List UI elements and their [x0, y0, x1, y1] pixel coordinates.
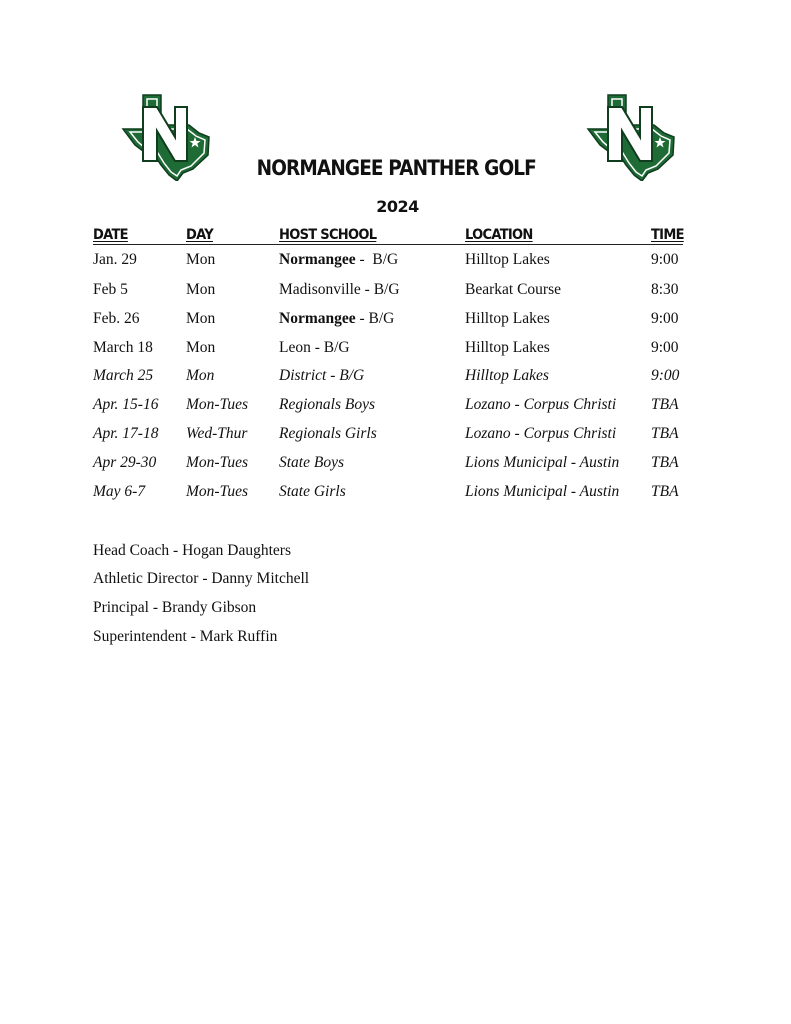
row-time: 9:00 — [651, 251, 679, 268]
row-host-rest: - B/G — [355, 251, 399, 268]
row-location: Lozano - Corpus Christi — [465, 396, 617, 413]
table-row — [93, 280, 693, 300]
row-date: March 25 — [93, 367, 154, 384]
row-host-rest: Regionals Boys — [279, 396, 375, 413]
row-host — [279, 395, 375, 415]
row-day: Wed-Thur — [186, 425, 248, 442]
row-location: Hilltop Lakes — [465, 339, 550, 356]
row-day: Mon — [186, 367, 215, 384]
row-host-rest: Madisonville - B/G — [279, 281, 400, 298]
row-location: Bearkat Course — [465, 281, 561, 298]
row-time: 9:00 — [651, 367, 680, 384]
row-host — [279, 280, 400, 300]
header-location: LOCATION — [465, 227, 533, 243]
table-row — [93, 366, 693, 386]
row-day: Mon-Tues — [186, 396, 248, 413]
row-host — [279, 250, 398, 270]
schedule-year: 2024 — [376, 197, 419, 216]
row-host-rest: State Boys — [279, 454, 344, 471]
row-date: Apr. 15-16 — [93, 396, 159, 413]
row-location: Hilltop Lakes — [465, 310, 550, 327]
row-time: TBA — [651, 483, 679, 500]
row-date: Feb. 26 — [93, 310, 140, 327]
schedule-header-row — [93, 226, 683, 245]
staff-principal: Principal - Brandy Gibson — [93, 599, 257, 616]
row-host — [279, 453, 344, 473]
row-day: Mon — [186, 339, 216, 356]
table-row — [93, 424, 693, 444]
row-host-rest: Regionals Girls — [279, 425, 377, 442]
row-host-rest: District - B/G — [279, 367, 365, 384]
row-time: 9:00 — [651, 310, 679, 327]
row-date: Feb 5 — [93, 281, 128, 298]
row-host-rest: - B/G — [355, 310, 395, 327]
table-row — [93, 250, 693, 270]
row-date: May 6-7 — [93, 483, 146, 500]
table-row — [93, 482, 693, 502]
row-day: Mon — [186, 310, 216, 327]
row-time: 8:30 — [651, 281, 679, 298]
row-host — [279, 424, 377, 444]
row-time: TBA — [651, 396, 679, 413]
header-host-school: HOST SCHOOL — [279, 227, 377, 243]
header-day: DAY — [186, 227, 213, 243]
row-location: Hilltop Lakes — [465, 367, 549, 384]
row-location: Lozano - Corpus Christi — [465, 425, 617, 442]
staff-head-coach: Head Coach - Hogan Daughters — [93, 542, 291, 559]
row-host-rest: Leon - B/G — [279, 339, 350, 356]
row-date: March 18 — [93, 339, 153, 356]
row-time: 9:00 — [651, 339, 679, 356]
row-time: TBA — [651, 425, 679, 442]
header-time: TIME — [651, 227, 684, 243]
row-time: TBA — [651, 454, 679, 471]
row-date: Jan. 29 — [93, 251, 137, 268]
row-host-bold: Normangee — [279, 251, 356, 268]
row-day: Mon — [186, 281, 216, 298]
row-location: Hilltop Lakes — [465, 251, 550, 268]
page-title: NORMANGEE PANTHER GOLF — [256, 156, 536, 180]
row-location: Lions Municipal - Austin — [465, 454, 620, 471]
row-host — [279, 309, 394, 329]
table-row — [93, 309, 693, 329]
table-row — [93, 395, 693, 415]
row-host-bold: Normangee — [279, 310, 356, 327]
row-day: Mon-Tues — [186, 454, 248, 471]
row-date: Apr 29-30 — [93, 454, 157, 471]
row-host — [279, 338, 350, 358]
table-row — [93, 453, 693, 473]
table-row — [93, 338, 693, 358]
row-host — [279, 366, 364, 386]
header-date: DATE — [93, 227, 128, 243]
row-host-rest: State Girls — [279, 483, 346, 500]
row-date: Apr. 17-18 — [93, 425, 159, 442]
row-location: Lions Municipal - Austin — [465, 483, 620, 500]
row-day: Mon — [186, 251, 216, 268]
staff-athletic-director: Athletic Director - Danny Mitchell — [93, 570, 310, 587]
staff-superintendent: Superintendent - Mark Ruffin — [93, 628, 278, 645]
row-day: Mon-Tues — [186, 483, 248, 500]
row-host — [279, 482, 346, 502]
